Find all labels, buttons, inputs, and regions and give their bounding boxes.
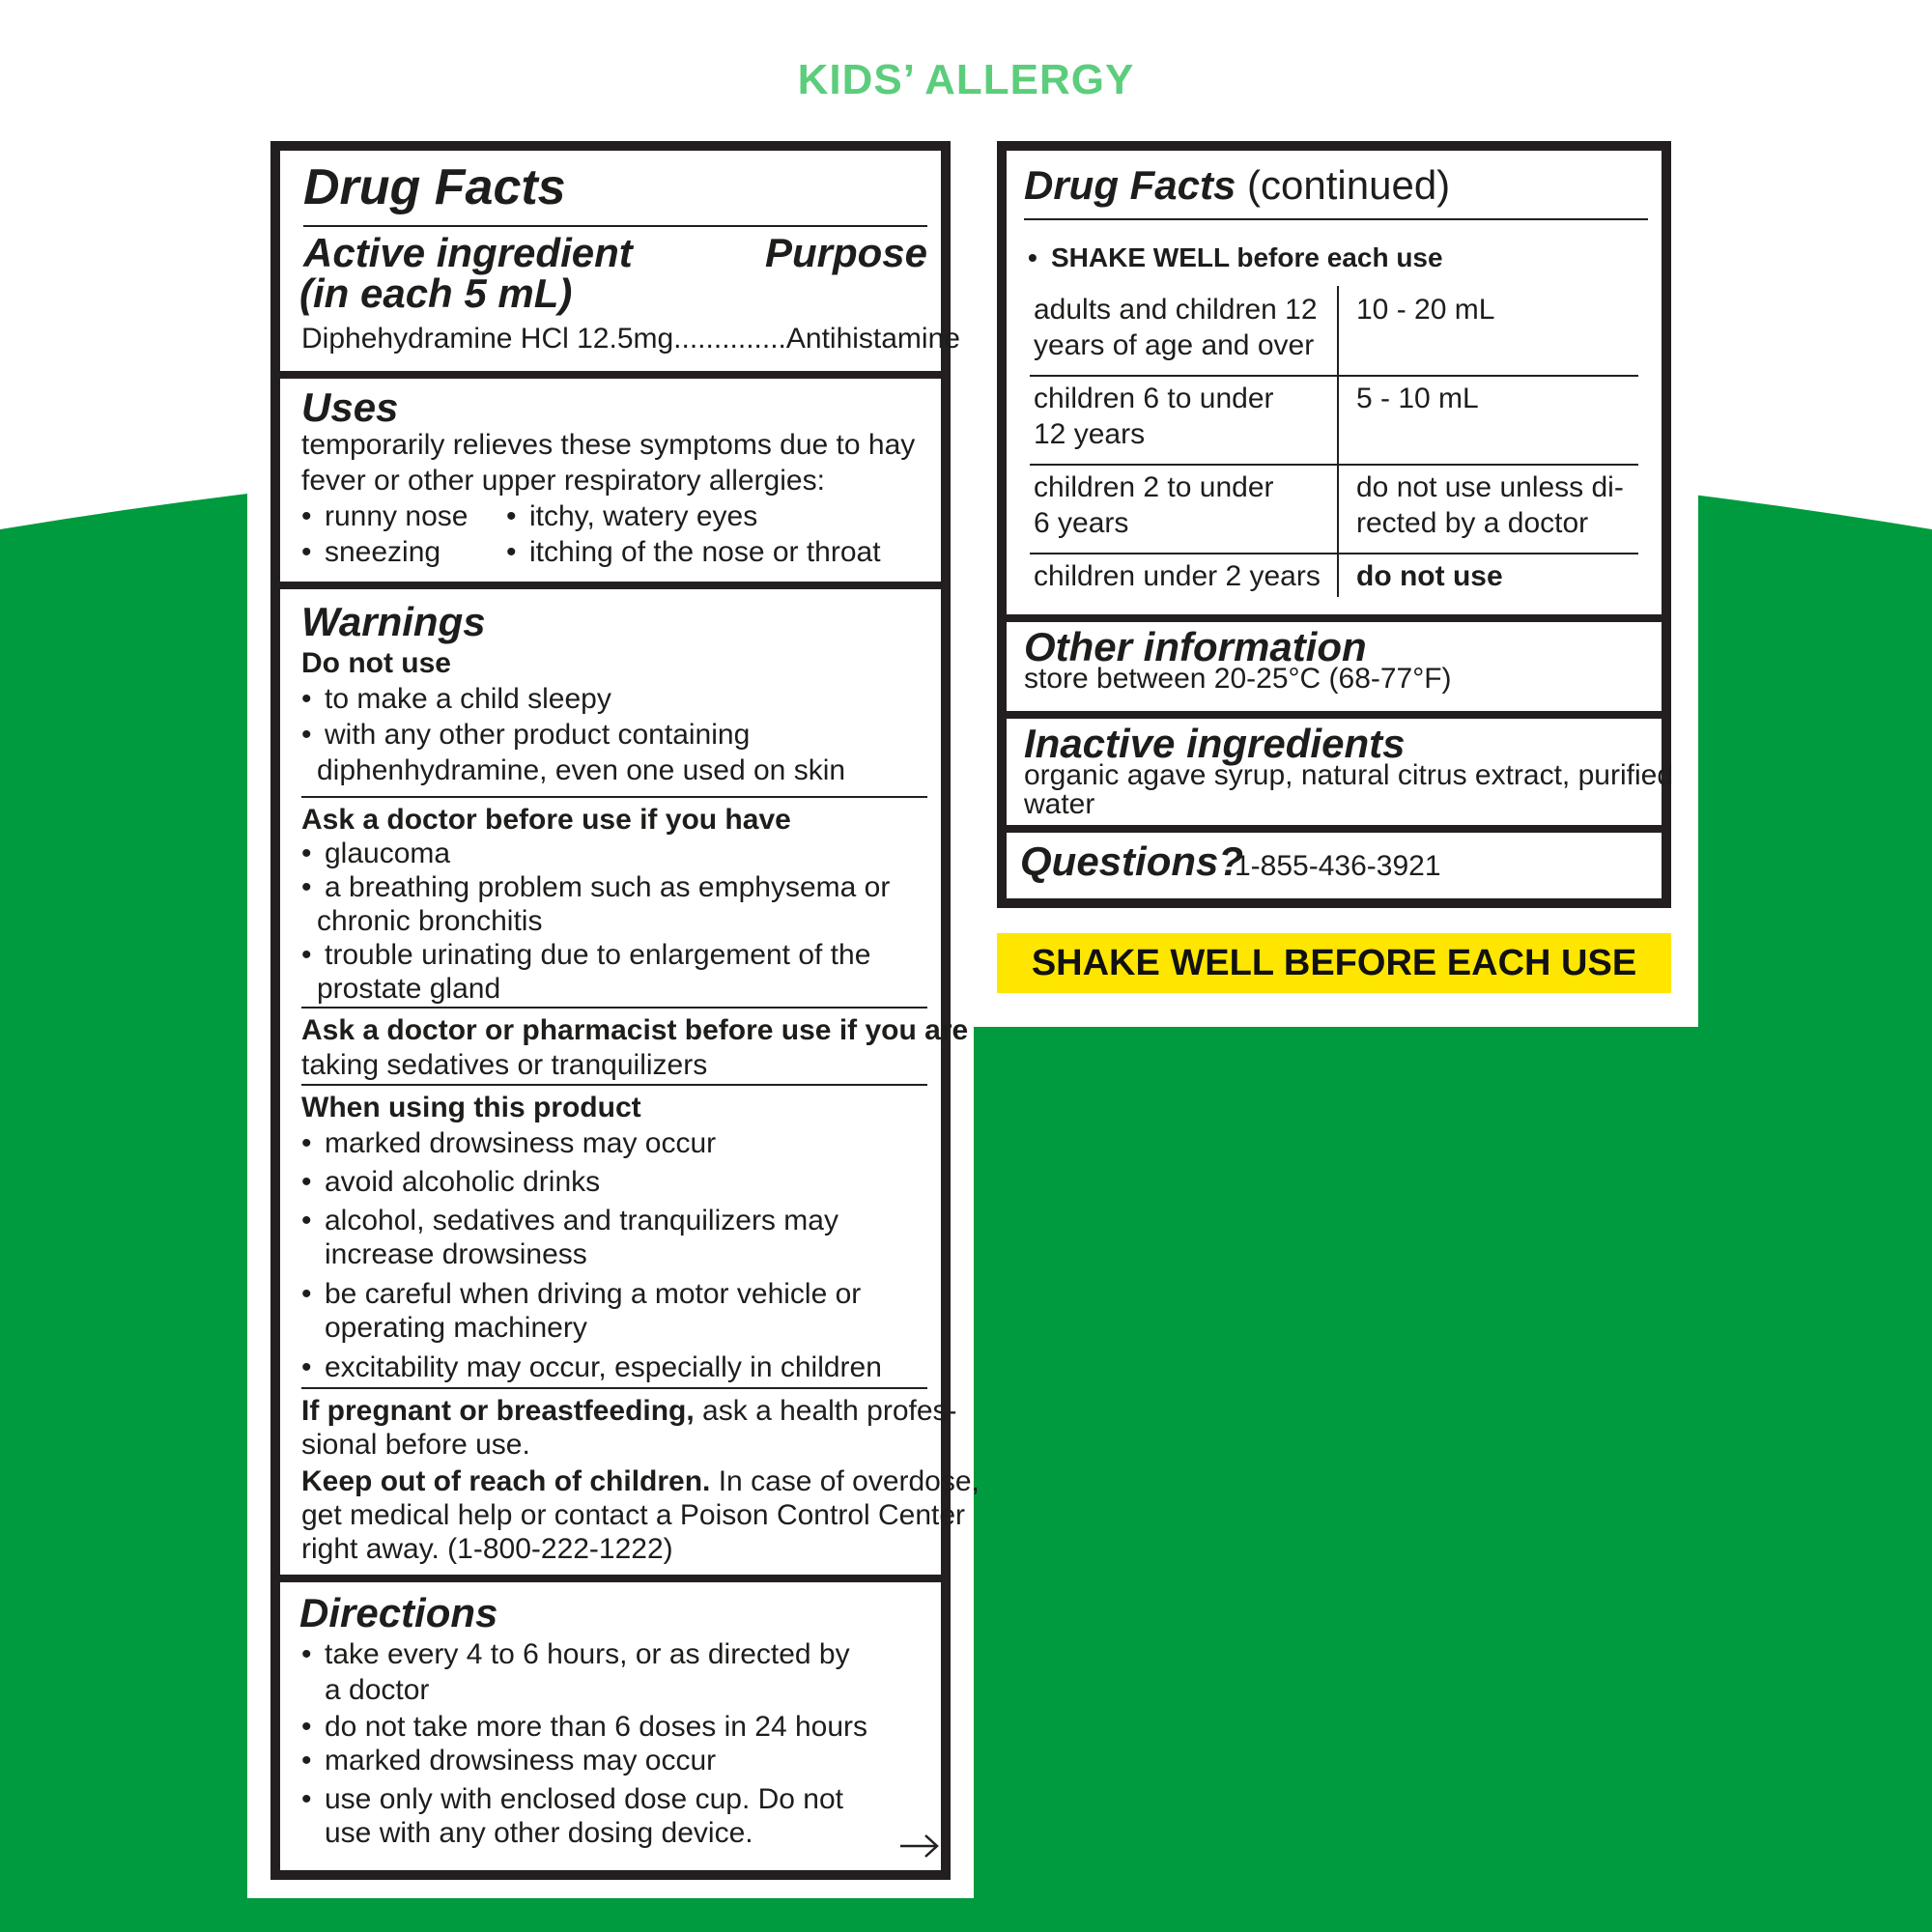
drug-facts-box — [270, 141, 980, 1880]
section-divider — [280, 1575, 941, 1582]
questions-phone: 1-855-436-3921 — [1235, 850, 1441, 882]
dosing-row-rule — [1030, 375, 1638, 377]
questions-section — [1007, 833, 1662, 900]
warning-item: • be careful when driving a motor vehicle or — [301, 1278, 862, 1310]
uses-text-line: temporarily relieves these symptoms due to hay — [301, 429, 916, 461]
pregnant-warning-continued: sional before use. — [301, 1429, 530, 1461]
warning-item: • avoid alcoholic drinks — [301, 1166, 601, 1198]
dosing-column-rule — [1337, 286, 1339, 597]
drug-facts-continued-title: Drug Facts (continued) — [1024, 162, 1451, 208]
dosing-age-cell: 6 years — [1034, 507, 1129, 539]
uses-bullet-item: • runny nose — [301, 500, 469, 532]
directions-heading: Directions — [299, 1590, 498, 1635]
dosing-dose-cell: 5 - 10 mL — [1356, 383, 1479, 414]
brand-title: KIDS’ ALLERGY — [797, 56, 1135, 103]
other-information-heading: Other information — [1024, 624, 1367, 669]
inactive-ingredients-heading: Inactive ingredients — [1024, 721, 1406, 766]
uses-heading: Uses — [301, 384, 399, 430]
section-divider — [1007, 825, 1662, 833]
warnings-section — [280, 589, 980, 1565]
warning-item-continued: prostate gland — [317, 973, 501, 1005]
warning-item: • glaucoma — [301, 838, 451, 869]
inactive-ingredients-text: organic agave syrup, natural citrus extract, purified — [1024, 759, 1673, 791]
uses-text-line: fever or other upper respiratory allergies: — [301, 465, 825, 497]
warning-item-continued: increase drowsiness — [325, 1238, 587, 1270]
dosing-age-cell: adults and children 12 — [1034, 294, 1318, 326]
warning-item: • to make a child sleepy — [301, 683, 611, 715]
when-using-heading: When using this product — [301, 1092, 641, 1123]
title-rule — [1024, 218, 1648, 220]
uses-section — [280, 379, 941, 582]
uses-bullet-item: • itching of the nose or throat — [506, 536, 881, 568]
shake-note: • SHAKE WELL before each use — [1028, 242, 1443, 272]
warning-item-continued: chronic bronchitis — [317, 905, 543, 937]
warnings-rule — [301, 1387, 927, 1389]
title-rule — [303, 225, 927, 227]
dosing-age-cell: children 6 to under — [1034, 383, 1274, 414]
direction-item-continued: a doctor — [325, 1674, 430, 1706]
warning-item: • marked drowsiness may occur — [301, 1127, 717, 1159]
ask-pharmacist-text: taking sedatives or tranquilizers — [301, 1049, 708, 1081]
warning-item-continued: diphenhydramine, even one used on skin — [317, 754, 846, 786]
section-divider — [1007, 614, 1662, 622]
direction-item: • do not take more than 6 doses in 24 hours — [301, 1711, 868, 1743]
warnings-rule — [301, 796, 927, 798]
section-divider — [280, 371, 941, 379]
dosing-row-rule — [1030, 553, 1638, 554]
warning-item: • with any other product containing — [301, 719, 751, 751]
uses-bullet-item: • sneezing — [301, 536, 441, 568]
keep-out-of-reach: Keep out of reach of children. In case of overdose, — [301, 1465, 980, 1497]
dosing-age-cell: 12 years — [1034, 418, 1146, 450]
dosing-age-cell: children under 2 years — [1034, 560, 1321, 592]
warning-item: • excitability may occur, especially in children — [301, 1351, 882, 1383]
dosing-dose-cell: rected by a doctor — [1356, 507, 1589, 539]
warning-item-continued: operating machinery — [325, 1312, 587, 1344]
right-arrow-icon — [898, 1833, 941, 1859]
purpose-heading: Purpose — [764, 230, 927, 275]
direction-item: • take every 4 to 6 hours, or as directed by — [301, 1638, 850, 1670]
pregnant-warning: If pregnant or breastfeeding, ask a health profes- — [301, 1395, 957, 1427]
dosing-section — [1007, 151, 1662, 614]
active-ingredient-line: Diphehydramine HCl 12.5mg..............Antihistamine — [301, 323, 960, 355]
warning-item: • alcohol, sedatives and tranquilizers may — [301, 1205, 838, 1236]
active-ingredient-section — [280, 151, 960, 371]
dosing-age-cell: children 2 to under — [1034, 471, 1274, 503]
warnings-rule — [301, 1084, 927, 1086]
dosing-dose-cell: 10 - 20 mL — [1356, 294, 1495, 326]
ask-pharmacist-heading: Ask a doctor or pharmacist before use if you are — [301, 1014, 969, 1046]
shake-well-banner: SHAKE WELL BEFORE EACH USE — [997, 933, 1671, 993]
inactive-ingredients-section — [1007, 719, 1673, 825]
keep-out-of-reach-continued: get medical help or contact a Poison Control Center — [301, 1499, 966, 1531]
dosing-age-cell: years of age and over — [1034, 329, 1315, 361]
other-information-section — [1007, 622, 1662, 711]
warning-item: • a breathing problem such as emphysema or — [301, 871, 891, 903]
direction-item: • use only with enclosed dose cup. Do not — [301, 1783, 843, 1815]
drug-facts-continued-box — [997, 141, 1671, 908]
warnings-rule — [301, 1007, 927, 1009]
dosing-dose-cell: do not use unless di- — [1356, 471, 1624, 503]
section-divider — [280, 582, 941, 589]
direction-item: • marked drowsiness may occur — [301, 1745, 717, 1776]
directions-section — [280, 1582, 941, 1870]
questions-heading: Questions? — [1020, 838, 1244, 884]
poison-control-line: right away. (1-800-222-1222) — [301, 1533, 673, 1565]
direction-item-continued: use with any other dosing device. — [325, 1817, 753, 1849]
dosing-dose-cell: do not use — [1356, 560, 1503, 592]
active-ingredient-heading: Active ingredient — [303, 230, 633, 275]
section-divider — [1007, 711, 1662, 719]
uses-bullet-item: • itchy, watery eyes — [506, 500, 758, 532]
warnings-heading: Warnings — [301, 599, 486, 644]
ask-doctor-heading: Ask a doctor before use if you have — [301, 804, 791, 836]
do-not-use-heading: Do not use — [301, 647, 451, 679]
drug-facts-title: Drug Facts — [303, 159, 566, 215]
dosing-row-rule — [1030, 464, 1638, 466]
other-information-text: store between 20-25°C (68-77°F) — [1024, 663, 1452, 695]
inactive-ingredients-text: water — [1024, 788, 1095, 820]
active-ingredient-subheading: (in each 5 mL) — [299, 270, 573, 316]
warning-item: • trouble urinating due to enlargement of the — [301, 939, 871, 971]
